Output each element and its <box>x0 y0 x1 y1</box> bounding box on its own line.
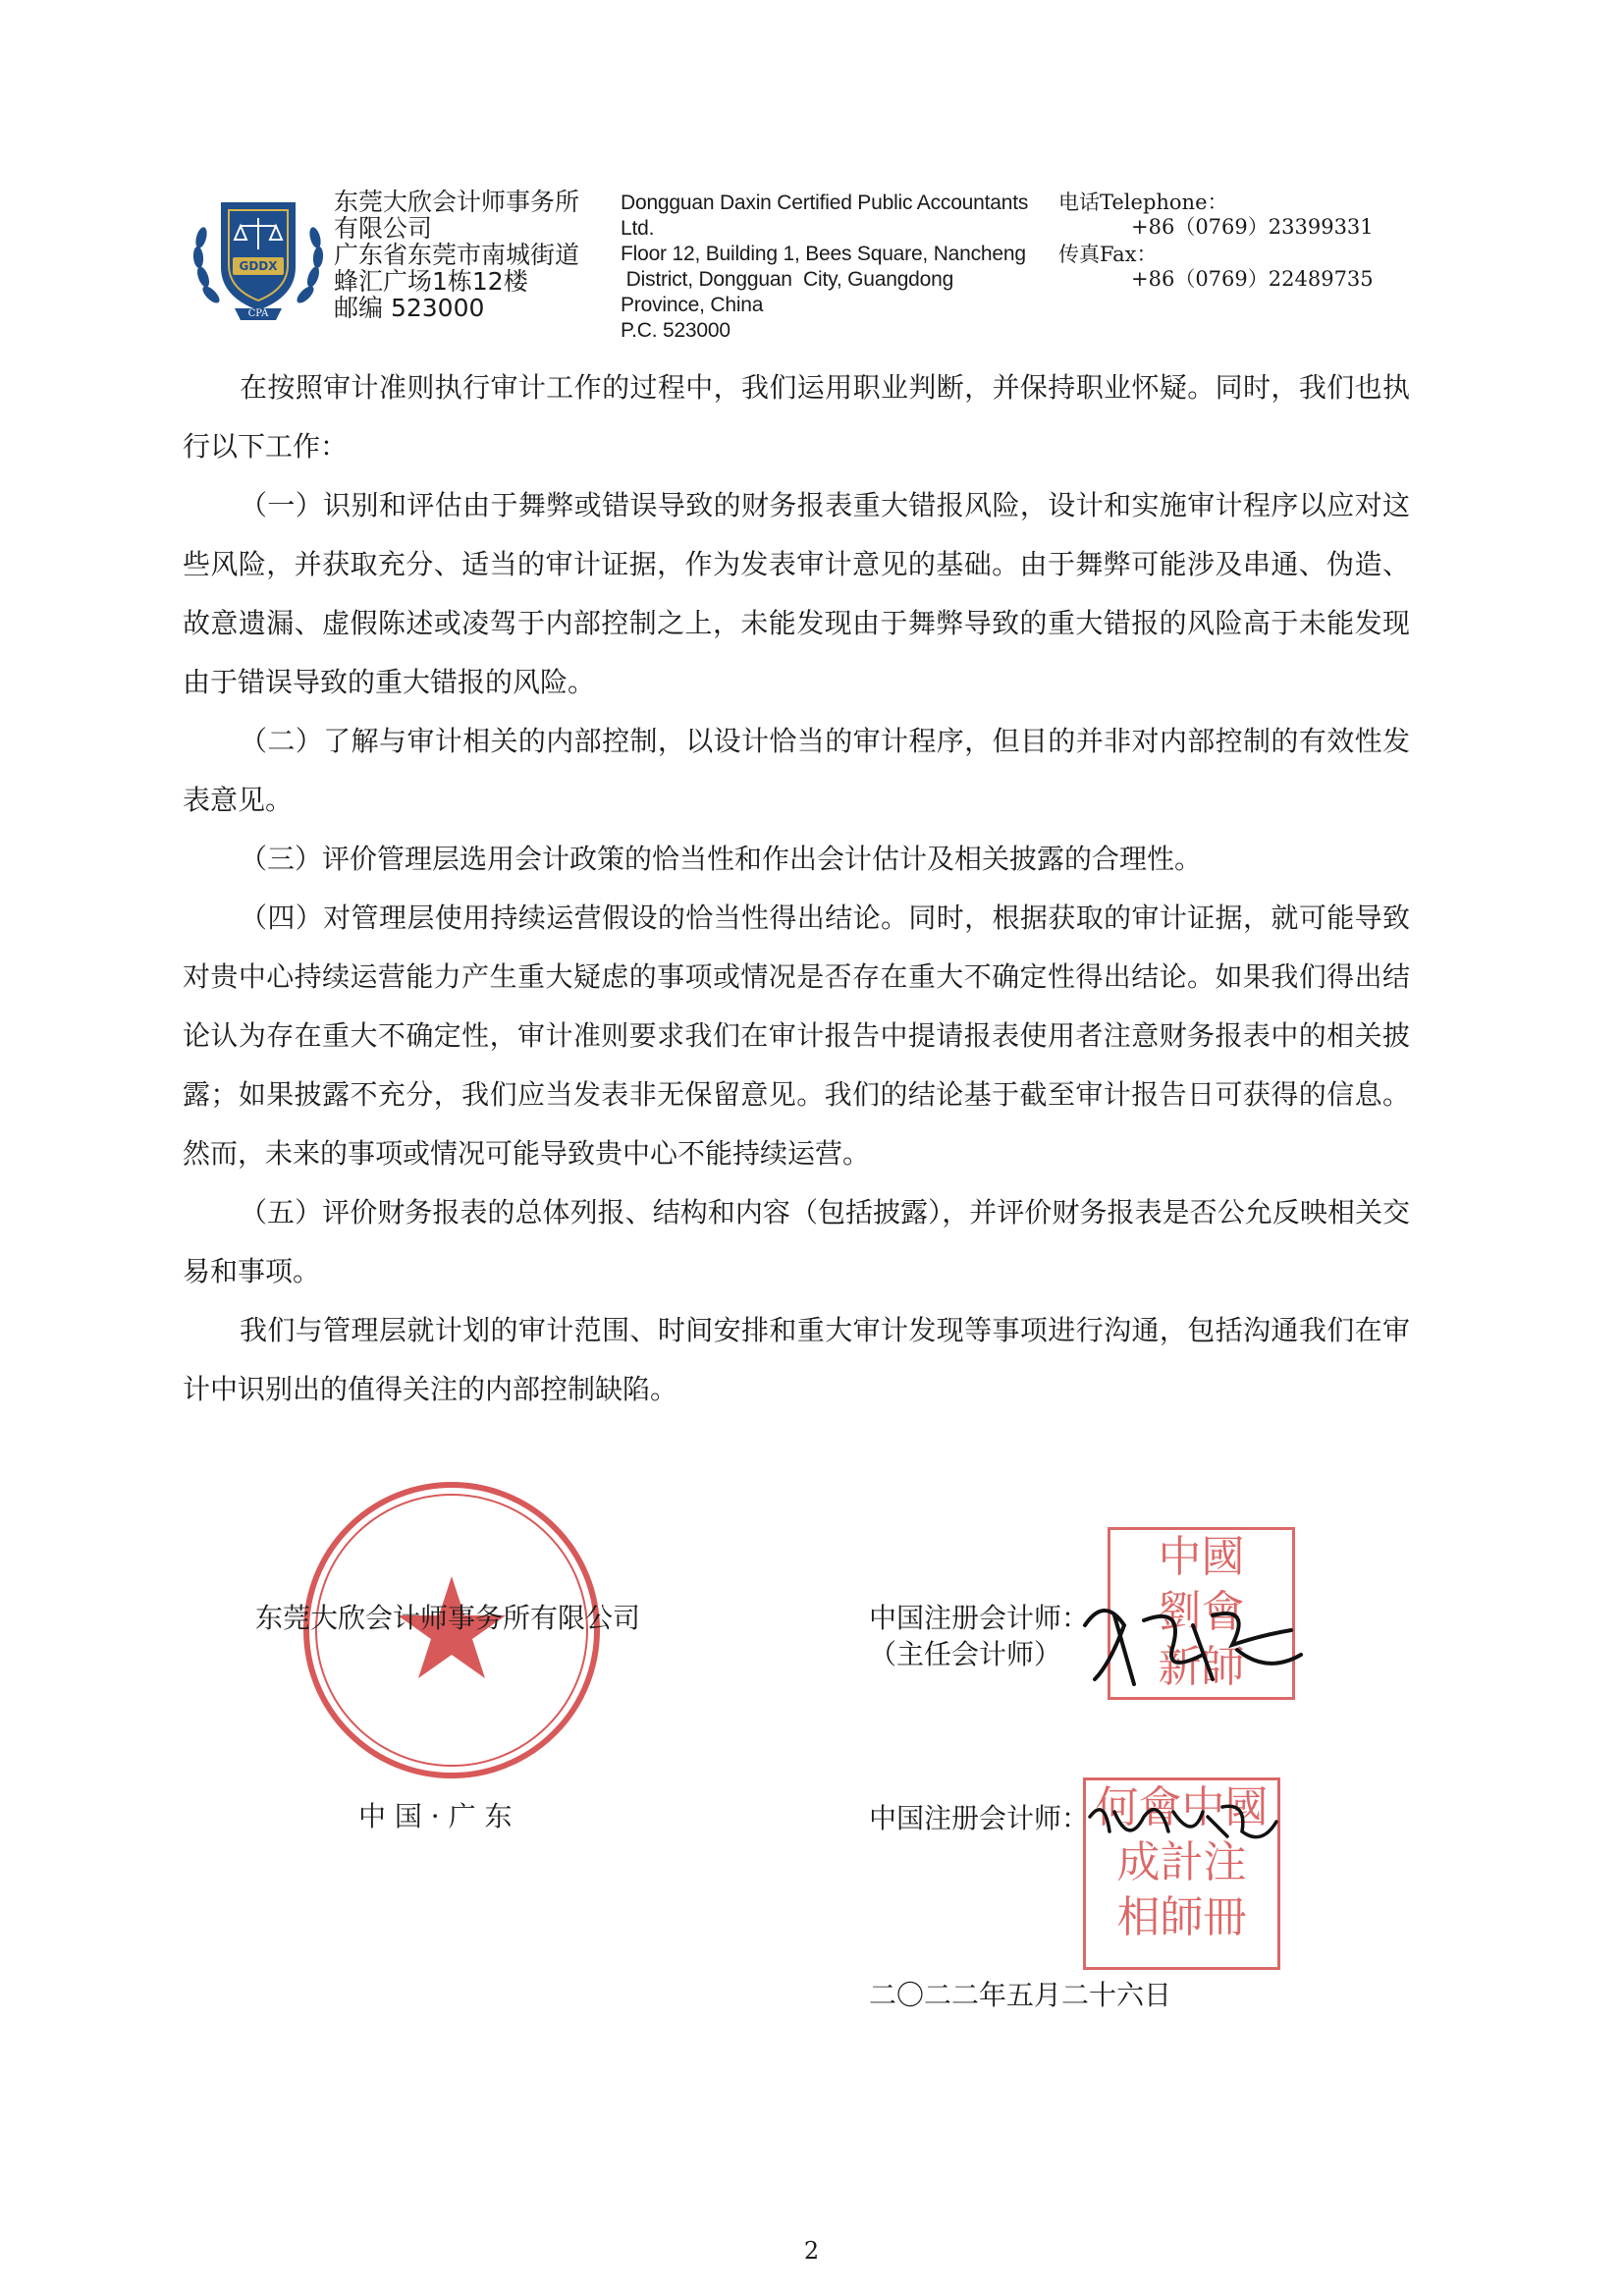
report-body <box>183 358 1410 1419</box>
cpa-seal-2-line: 何會中國 <box>1095 1782 1269 1832</box>
header-english-info <box>621 191 1038 344</box>
header-cn-line: 有限公司 <box>334 214 433 243</box>
logo-text: GDDX <box>239 259 278 273</box>
cpa-seal-1-line: 劉會 <box>1158 1587 1245 1637</box>
header-contact <box>1058 191 1382 292</box>
fax-value: +86（0769）22489735 <box>1131 267 1374 291</box>
body-paragraph: 我们与管理层就计划的审计范围、时间安排和重大审计发现等事项进行沟通，包括沟通我们在审计中识别出的值得关注的内部控制缺陷。 <box>183 1314 1410 1405</box>
telephone-label: 电话Telephone： <box>1058 191 1228 214</box>
header-cn-line: 东莞大欣会计师事务所 <box>334 188 580 216</box>
header-en-line: P.C. 523000 <box>621 319 730 342</box>
header-chinese-info <box>334 189 614 321</box>
cpa-role-1: （主任会计师） <box>869 1638 1062 1670</box>
handwritten-signature-2 <box>1080 1787 1286 1856</box>
fax-label: 传真Fax： <box>1058 243 1158 266</box>
header-en-line: District, Dongguan City, Guangdong <box>621 268 954 291</box>
body-paragraph: （一）识别和评估由于舞弊或错误导致的财务报表重大错报风险，设计和实施审计程序以应对这些风险，并获取充分、适当的审计证据，作为发表审计意见的基础。由于舞弊可能涉及串通、伪造、故意遗漏、虚假陈述或凌驾于内部控制之上，未能发现由于舞弊导致的重大错报的风险高于未能发现由于错误导致的重大错报的风险。 <box>183 489 1410 698</box>
body-paragraph: （三）评价管理层选用会计政策的恰当性和作出会计估计及相关披露的合理性。 <box>240 843 1203 875</box>
cpa-label-1: 中国注册会计师： <box>869 1602 1090 1634</box>
header-en-line: Ltd. <box>621 217 655 240</box>
header-en-line: Dongguan Daxin Certified Public Accountants <box>621 191 1029 214</box>
telephone-value: +86（0769）23399331 <box>1131 215 1374 239</box>
body-paragraph: （二）了解与审计相关的内部控制，以设计恰当的审计程序，但目的并非对内部控制的有效性发表意见。 <box>183 725 1410 816</box>
firm-logo <box>189 189 327 326</box>
cpa-seal-2-line: 相師冊 <box>1116 1892 1247 1942</box>
header-en-line: Floor 12, Building 1, Bees Square, Nancheng <box>621 243 1026 265</box>
page-number: 2 <box>803 2237 820 2265</box>
header-cn-line: 蜂汇广场1栋12楼 <box>334 267 528 296</box>
cpa-seal-1-line: 新師 <box>1158 1642 1245 1692</box>
signature-scribble-icon <box>1080 1787 1286 1856</box>
cpa-seal-1-line: 中國 <box>1158 1532 1245 1582</box>
body-paragraph: 在按照审计准则执行审计工作的过程中，我们运用职业判断，并保持职业怀疑。同时，我们也执行以下工作： <box>183 371 1410 463</box>
header-cn-line: 邮编 523000 <box>334 294 485 322</box>
signature-scribble-icon <box>1065 1586 1321 1694</box>
header-cn-line: 广东省东莞市南城街道 <box>334 241 580 269</box>
logo-subtext: CPA <box>247 308 269 319</box>
report-date: 二〇二二年五月二十六日 <box>869 1979 1172 2011</box>
header-en-line: Province, China <box>621 294 764 316</box>
signature-location: 中 国 · 广 东 <box>358 1800 513 1832</box>
firm-name-signature: 东莞大欣会计师事务所有限公司 <box>255 1602 641 1634</box>
cpa-label-2: 中国注册会计师： <box>869 1802 1090 1834</box>
handwritten-signature-1 <box>1065 1586 1321 1694</box>
cpa-seal-2-line: 成計注 <box>1116 1837 1247 1887</box>
body-paragraph: （五）评价财务报表的总体列报、结构和内容（包括披露），并评价财务报表是否公允反映相关交易和事项。 <box>183 1196 1410 1287</box>
body-paragraph: （四）对管理层使用持续运营假设的恰当性得出结论。同时，根据获取的审计证据，就可能导致对贵中心持续运营能力产生重大疑虑的事项或情况是否存在重大不确定性得出结论。如果我们得出结论认为存在重大不确定性，审计准则要求我们在审计报告中提请报表使用者注意财务报表中的相关披露；如果披露不充分，我们应当发表非无保留意见。我们的结论基于截至审计报告日可获得的信息。然而，未来的事项或情况可能导致贵中心不能持续运营。 <box>183 902 1410 1170</box>
